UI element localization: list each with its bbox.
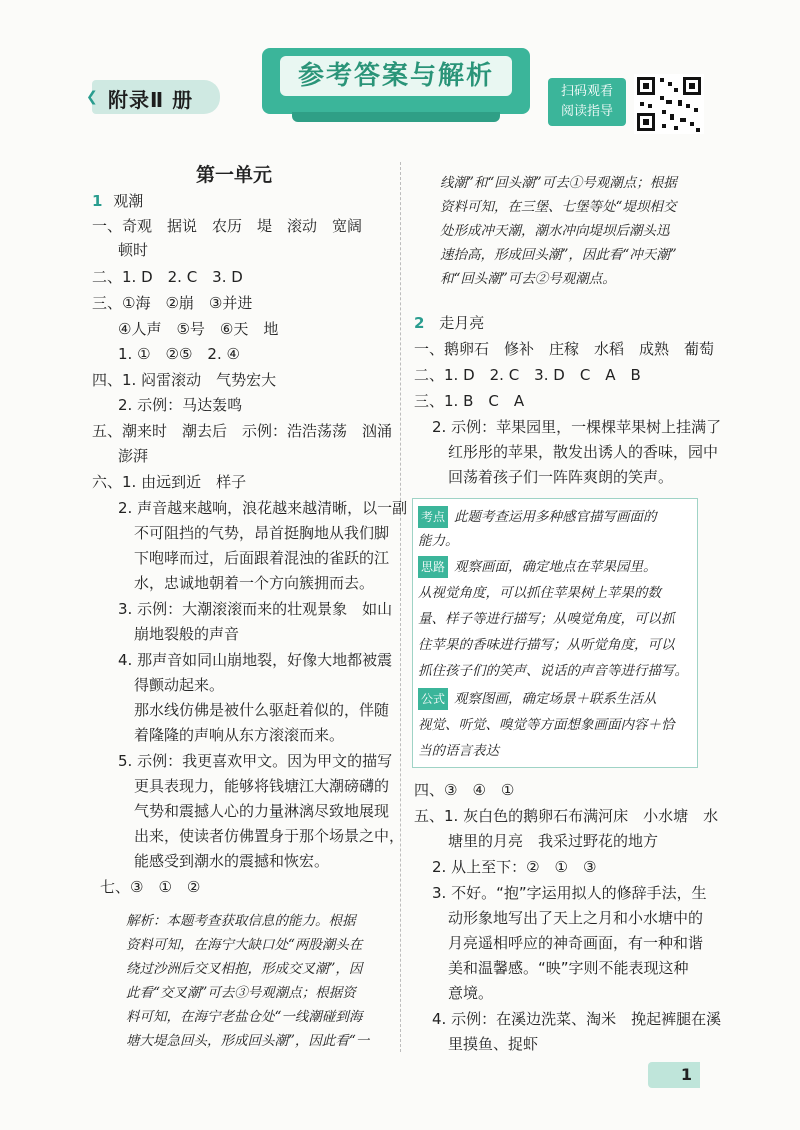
tip-line: 量、样子等进行描写；从嗅觉角度，可以抓 (418, 611, 675, 627)
answer-line: 2. 从上至下：② ① ③ (432, 858, 597, 876)
answer-line: 里摸鱼、捉虾 (448, 1035, 539, 1053)
answer-line: 不可阻挡的气势，昂首挺胸地从我们脚 (134, 524, 390, 542)
answer-line: 3. 不好。“抱”字运用拟人的修辞手法，生 (432, 884, 707, 902)
lesson-title: 观潮 (113, 192, 144, 210)
tip-line (418, 688, 657, 710)
tip-tag: 思路 (418, 556, 448, 578)
qr-code-icon[interactable] (634, 74, 704, 134)
answer-line: 塘里的月亮 我采过野花的地方 (448, 832, 659, 850)
answer-line: 月亮遥相呼应的神奇画面，有一种和谐 (448, 934, 704, 952)
answer-line: 崩地裂般的声音 (134, 625, 240, 643)
answer-line: 水，忠诚地朝着一个方向簇拥而去。 (134, 574, 375, 592)
explanation-line: 绕过沙洲后交叉相抱，形成交叉潮”，因 (126, 961, 363, 977)
answer-line: 三、①海 ②崩 ③并进 (92, 294, 253, 312)
answer-line: 2. 示例：苹果园里，一棵棵苹果树上挂满了 (432, 418, 722, 436)
banner-ribbon (292, 112, 500, 122)
tip-line: 从视觉角度，可以抓住苹果树上苹果的数 (418, 585, 661, 601)
answer-line: 3. 示例：大潮滚滚而来的壮观景象 如山 (118, 600, 393, 618)
lesson-number: 2 (414, 314, 425, 332)
answer-line: 回荡着孩子们一阵阵爽朗的笑声。 (448, 468, 674, 486)
answer-line: 1. ① ②⑤ 2. ④ (118, 345, 240, 363)
answer-line: 4. 示例：在溪边洗菜、淘米 挽起裤腿在溪 (432, 1010, 722, 1028)
answer-line: 一、奇观 据说 农历 堤 滚动 宽阔 (92, 217, 363, 235)
answer-line: 4. 那声音如同山崩地裂，好像大地都被震 (118, 651, 393, 669)
explanation-line: 此看“交叉潮”可去③号观潮点；根据资 (126, 985, 356, 1001)
explanation-line: 资料可知，在三堡、七堡等处“堤坝相交 (440, 199, 677, 215)
answer-line: 得颤动起来。 (134, 676, 225, 694)
unit-title: 第一单元 (196, 164, 273, 186)
scan-label-2: 阅读指导 (560, 104, 613, 119)
answer-line: ④人声 ⑤号 ⑥天 地 (118, 320, 279, 338)
explanation-line: 速抬高，形成回头潮”，因此看“冲天潮” (440, 247, 677, 263)
tip-text: 此题考查运用多种感官描写画面的 (454, 509, 657, 525)
answer-line: 二、1. D 2. C 3. D C A B (414, 366, 641, 384)
answer-line: 2. 声音越来越响，浪花越来越清晰，以一副 (118, 499, 408, 517)
answer-line: 动形象地写出了天上之月和小水塘中的 (448, 909, 704, 927)
answer-line: 顿时 (118, 241, 149, 259)
explanation-line: 资料可知，在海宁大缺口处“两股潮头在 (126, 937, 363, 953)
answer-line: 五、潮来时 潮去后 示例：浩浩荡荡 汹涌 (92, 422, 393, 440)
tip-tag: 考点 (418, 506, 448, 528)
appendix-tab (86, 80, 220, 114)
tip-line: 住苹果的香味进行描写；从听觉角度，可以 (418, 637, 675, 653)
tip-line (418, 556, 657, 578)
answer-line: 红彤彤的苹果，散发出诱人的香味，园中 (448, 443, 719, 461)
answer-line: 出来，使读者仿佛置身于那个场景之中， (134, 827, 405, 845)
answer-line: 三、1. B C A (414, 392, 525, 410)
tip-text: 观察画面，确定地点在苹果园里。 (454, 559, 657, 575)
title-banner (262, 48, 530, 114)
chevron-left-icon: ❮ (86, 89, 98, 105)
answer-line: 二、1. D 2. C 3. D (92, 268, 243, 286)
explanation-line: 线潮”和“回头潮”可去①号观潮点；根据 (440, 175, 677, 191)
answer-line: 四、1. 闷雷滚动 气势宏大 (92, 371, 277, 389)
appendix-label: 附录Ⅱ 册 (108, 88, 194, 112)
explanation-line: 料可知，在海宁老盐仓处“一线潮碰到海 (126, 1009, 363, 1025)
banner-title: 参考答案与解析 (280, 56, 512, 96)
answer-line: 那水线仿佛是被什么驱赶着似的，伴随 (134, 701, 390, 719)
answer-line: 一、鹅卵石 修补 庄稼 水稻 成熟 葡萄 (414, 340, 715, 358)
scan-badge[interactable] (548, 78, 626, 126)
tip-tag: 公式 (418, 688, 448, 710)
answer-line: 更具表现力，能够将钱塘江大潮磅礴的 (134, 777, 390, 795)
answer-line: 澎湃 (118, 447, 149, 465)
answer-line: 意境。 (448, 984, 494, 1002)
tip-line: 抓住孩子们的笑声、说话的声音等进行描写。 (418, 663, 688, 679)
column-divider (400, 162, 401, 1052)
answer-line: 美和温馨感。“映”字则不能表现这种 (448, 959, 689, 977)
tip-line: 能力。 (418, 533, 459, 549)
lesson-title: 走月亮 (439, 314, 485, 332)
explanation-line: 和“回头潮”可去②号观潮点。 (440, 271, 616, 287)
answer-line: 气势和震撼人心的力量淋漓尽致地展现 (134, 802, 390, 820)
answer-line: 四、③ ④ ① (414, 781, 515, 799)
lesson-number: 1 (92, 192, 103, 210)
answer-line: 能感受到潮水的震撼和恢宏。 (134, 852, 330, 870)
lesson-heading (92, 190, 143, 212)
tip-line (418, 506, 657, 528)
tip-line: 视觉、听觉、嗅觉等方面想象画面内容＋恰 (418, 717, 675, 733)
scan-label-1: 扫码观看 (560, 84, 613, 99)
answer-line: 着隆隆的声响从东方滚滚而来。 (134, 726, 345, 744)
explanation-line: 处形成冲天潮，潮水冲向堤坝后潮头迅 (440, 223, 670, 239)
answer-line: 五、1. 灰白色的鹅卵石布满河床 小水塘 水 (414, 807, 719, 825)
page-number: 1 (648, 1062, 700, 1088)
answer-line: 下咆哮而过，后面跟着混浊的雀跃的江 (134, 549, 390, 567)
answer-line: 六、1. 由远到近 样子 (92, 473, 247, 491)
explanation-line: 塘大堤急回头，形成回头潮”，因此看“一 (126, 1033, 370, 1049)
tip-text: 观察图画，确定场景＋联系生活从 (454, 691, 657, 707)
answer-line: 七、③ ① ② (100, 878, 201, 896)
tip-line: 当的语言表达 (418, 743, 499, 759)
answer-line: 5. 示例：我更喜欢甲文。因为甲文的描写 (118, 752, 393, 770)
explanation-line: 解析：本题考查获取信息的能力。根据 (126, 913, 356, 929)
lesson-heading (414, 312, 484, 334)
answer-line: 2. 示例：马达轰鸣 (118, 396, 243, 414)
